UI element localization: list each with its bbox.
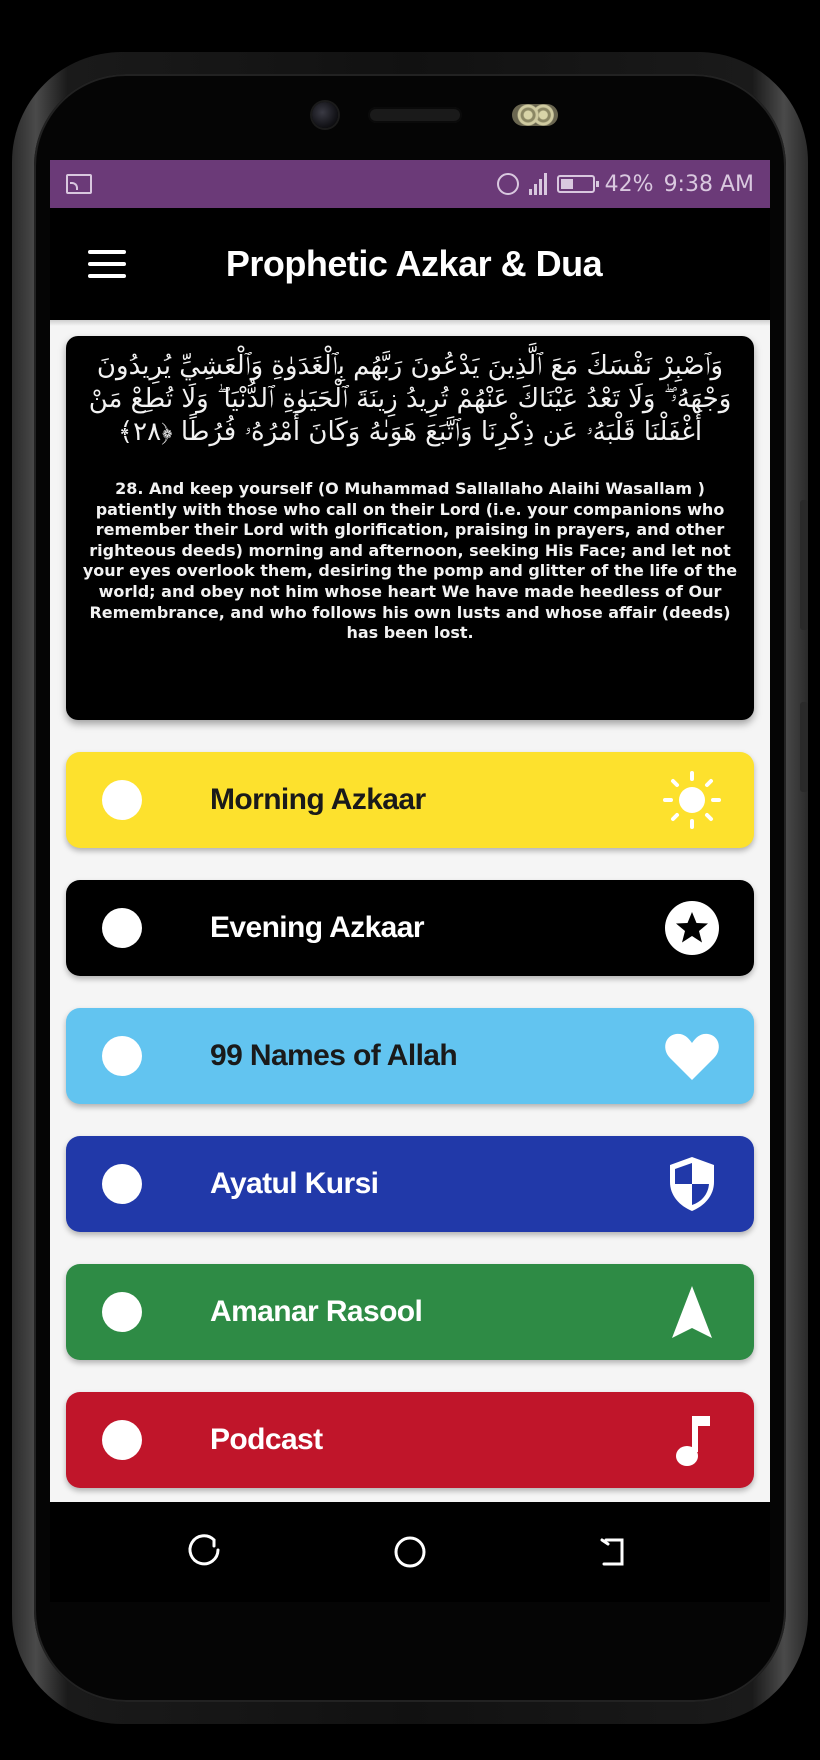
menu-item-amanar-rasool[interactable]	[66, 1264, 754, 1360]
verse-card	[66, 336, 754, 720]
menu-item-label: Morning Azkaar	[210, 783, 426, 816]
bullet-dot	[102, 908, 142, 948]
alarm-icon	[497, 173, 519, 195]
battery-percent: 42%	[604, 171, 654, 197]
navigation-arrow-icon	[662, 1282, 722, 1342]
recent-apps-icon[interactable]	[184, 1530, 228, 1574]
front-camera	[312, 102, 338, 128]
menu-item-label: Amanar Rasool	[210, 1295, 423, 1328]
home-icon[interactable]	[388, 1530, 432, 1574]
app-screen	[50, 160, 770, 1502]
menu-item-morning-azkaar[interactable]	[66, 752, 754, 848]
menu-item-label: Ayatul Kursi	[210, 1167, 379, 1200]
hamburger-menu-icon[interactable]	[88, 250, 126, 278]
bullet-dot	[102, 1292, 142, 1332]
bullet-dot	[102, 780, 142, 820]
bullet-dot	[102, 1036, 142, 1076]
verse-arabic-text: وَٱصْبِرْ نَفْسَكَ مَعَ ٱلَّذِينَ يَدْعُونَ رَبَّهُم بِٱلْغَدَوٰةِ وَٱلْعَشِيِّ يُرِيدُونَ وَجْهَهُۥ ۖ وَلَا تَعْدُ عَيْنَاكَ عَنْهُمْ تُرِيدُ زِينَةَ ٱلْحَيَوٰةِ ٱلدُّنْيَا ۖ وَلَا تُطِعْ مَنْ أَغْفَلْنَا قَلْبَهُۥ عَن ذِكْرِنَا وَٱتَّبَعَ هَوَىٰهُ وَكَانَ أَمْرُهُۥ فُرُطًا ﴿٢٨﴾	[88, 351, 732, 447]
bullet-dot	[102, 1420, 142, 1460]
page-title: Prophetic Azkar & Dua	[225, 243, 603, 284]
menu-item-label: 99 Names of Allah	[210, 1039, 458, 1072]
bullet-dot	[102, 1164, 142, 1204]
menu-item-podcast[interactable]	[66, 1392, 754, 1488]
front-flash	[512, 104, 558, 126]
shield-icon	[662, 1154, 722, 1214]
music-note-icon	[662, 1410, 722, 1470]
app-bar-shadow	[50, 320, 770, 326]
volume-button	[800, 500, 808, 630]
battery-icon	[557, 175, 595, 193]
menu-item-label: Podcast	[210, 1423, 323, 1456]
navigation-bar	[50, 1502, 770, 1602]
earpiece-speaker	[368, 107, 462, 123]
heart-icon	[662, 1026, 722, 1086]
verse-english-translation: 28. And keep yourself (O Muhammad Sallallaho Alaihi Wasallam ) patiently with those who call on their Lord (i.e. your companions who remember their Lord with glorification, praising in prayers, and other righteous deeds) morning and afternoon, seeking His Face; and let not your eyes overlook them, desiring the pomp and glitter of the life of the world; and obey not him whose heart We have made heedless of Our Remembrance, and who follows his own lusts and whose affair (deeds) has been lost.	[82, 479, 738, 643]
status-bar	[50, 160, 770, 208]
menu-item-label: Evening Azkaar	[210, 911, 424, 944]
clock: 9:38 AM	[663, 171, 754, 197]
power-button	[800, 702, 808, 792]
menu-item-99-names[interactable]	[66, 1008, 754, 1104]
app-bar	[50, 208, 770, 320]
sun-icon	[662, 770, 722, 830]
menu-item-ayatul-kursi[interactable]	[66, 1136, 754, 1232]
star-circle-icon	[662, 898, 722, 958]
signal-icon	[529, 173, 547, 195]
back-icon[interactable]	[592, 1530, 636, 1574]
menu-item-evening-azkaar[interactable]	[66, 880, 754, 976]
screen-cast-icon	[66, 174, 92, 194]
